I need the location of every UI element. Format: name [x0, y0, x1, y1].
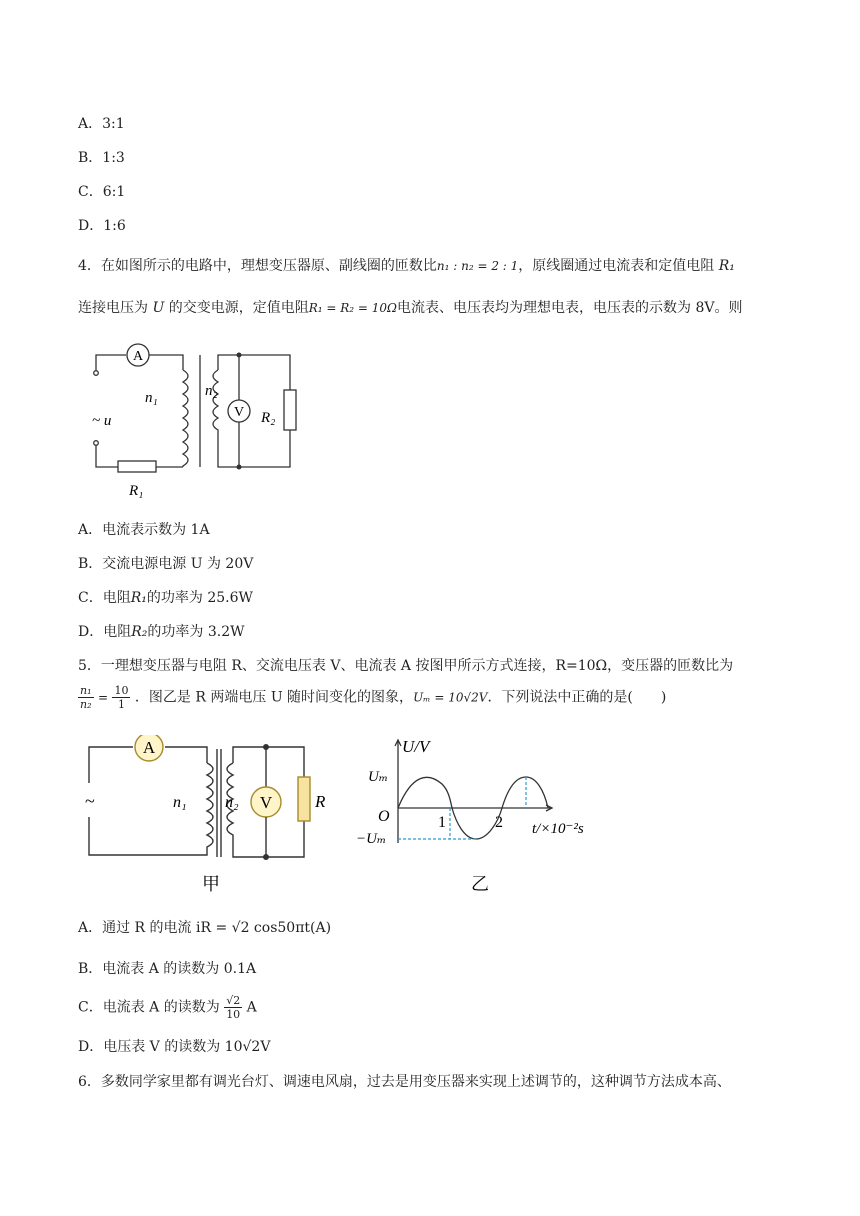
r2-label: R₂ — [261, 410, 276, 426]
q4-option-a: A．电流表示数为 1A — [78, 522, 210, 538]
source-label: ~ — [85, 791, 95, 811]
n2-label: n₂ — [225, 794, 239, 811]
r1-label: R₁ — [129, 483, 144, 499]
q4-stem-line2: 连接电压为 U 的交变电源，定值电阻R₁ = R₂ = 10Ω电流表、电压表均为理想电表，电压表的示数为 8V。则 — [78, 300, 743, 316]
q4-option-b: B．交流电源电源 U 为 20V — [78, 556, 254, 572]
n2-label: n₂ — [205, 383, 218, 399]
voltmeter-label: V — [259, 793, 273, 812]
q5-circuit-figure-jia — [85, 735, 335, 895]
origin-label: O — [378, 808, 390, 825]
q4-option-d: D．电阻R₂的功率为 3.2W — [78, 624, 245, 640]
q4-option-c: C．电阻R₁的功率为 25.6W — [78, 590, 253, 606]
source-label: ~ u — [92, 413, 112, 429]
q5-option-d: D．电压表 V 的读数为 10√2V — [78, 1039, 271, 1055]
ammeter-label: A — [142, 738, 156, 757]
caption-jia: 甲 — [202, 874, 220, 894]
q5-option-a: A．通过 R 的电流 iR = √2 cos50πt(A) — [78, 920, 332, 936]
q6-stem-line1: 6．多数同学家里都有调光台灯、调速电风扇，过去是用变压器来实现上述调节的，这种调节方法成本高、 — [78, 1074, 731, 1090]
q4-stem-line1: 4．在如图所示的电路中，理想变压器原、副线圈的匝数比n₁ : n₂ = 2 : 1，原线圈通过电流表和定值电阻 R₁ — [78, 258, 735, 274]
q5-option-b: B．电流表 A 的读数为 0.1A — [78, 961, 257, 977]
um-label: Uₘ — [368, 769, 389, 785]
q5-option-c: C．电流表 A 的读数为 $\frac{√2}{10}$ A — [78, 994, 257, 1021]
y-axis-label: U/V — [402, 738, 430, 756]
caption-yi: 乙 — [471, 874, 489, 894]
option-c: C．6:1 — [78, 184, 126, 200]
n1-label: n₁ — [145, 390, 158, 406]
r-label: R — [315, 792, 326, 811]
neg-um-label: −Uₘ — [356, 831, 387, 847]
option-a: A．3:1 — [78, 116, 125, 132]
q5-stem-line2: $\frac{\text{n₁}}{\text{n₂}}$ = $\frac{10}{1}$ ．图乙是 R 两端电压 U 随时间变化的图象，Uₘ = 10√2V．下列说法中正确的是( ) — [80, 684, 667, 711]
q5-graph-figure-yi — [352, 738, 602, 898]
x-axis-label: t/×10⁻²s — [532, 821, 584, 837]
option-b: B．1:3 — [78, 150, 125, 166]
tick-2-label: 2 — [495, 814, 503, 831]
option-d: D．1:6 — [78, 218, 126, 234]
q4-circuit-figure — [88, 340, 308, 500]
tick-1-label: 1 — [438, 814, 446, 831]
ammeter-label: A — [132, 349, 144, 364]
q5-stem-line1: 5．一理想变压器与电阻 R、交流电压表 V、电流表 A 按图甲所示方式连接，R=10Ω，变压器的匝数比为 — [78, 658, 734, 674]
n1-label: n₁ — [173, 794, 187, 811]
voltmeter-label: V — [233, 405, 245, 420]
